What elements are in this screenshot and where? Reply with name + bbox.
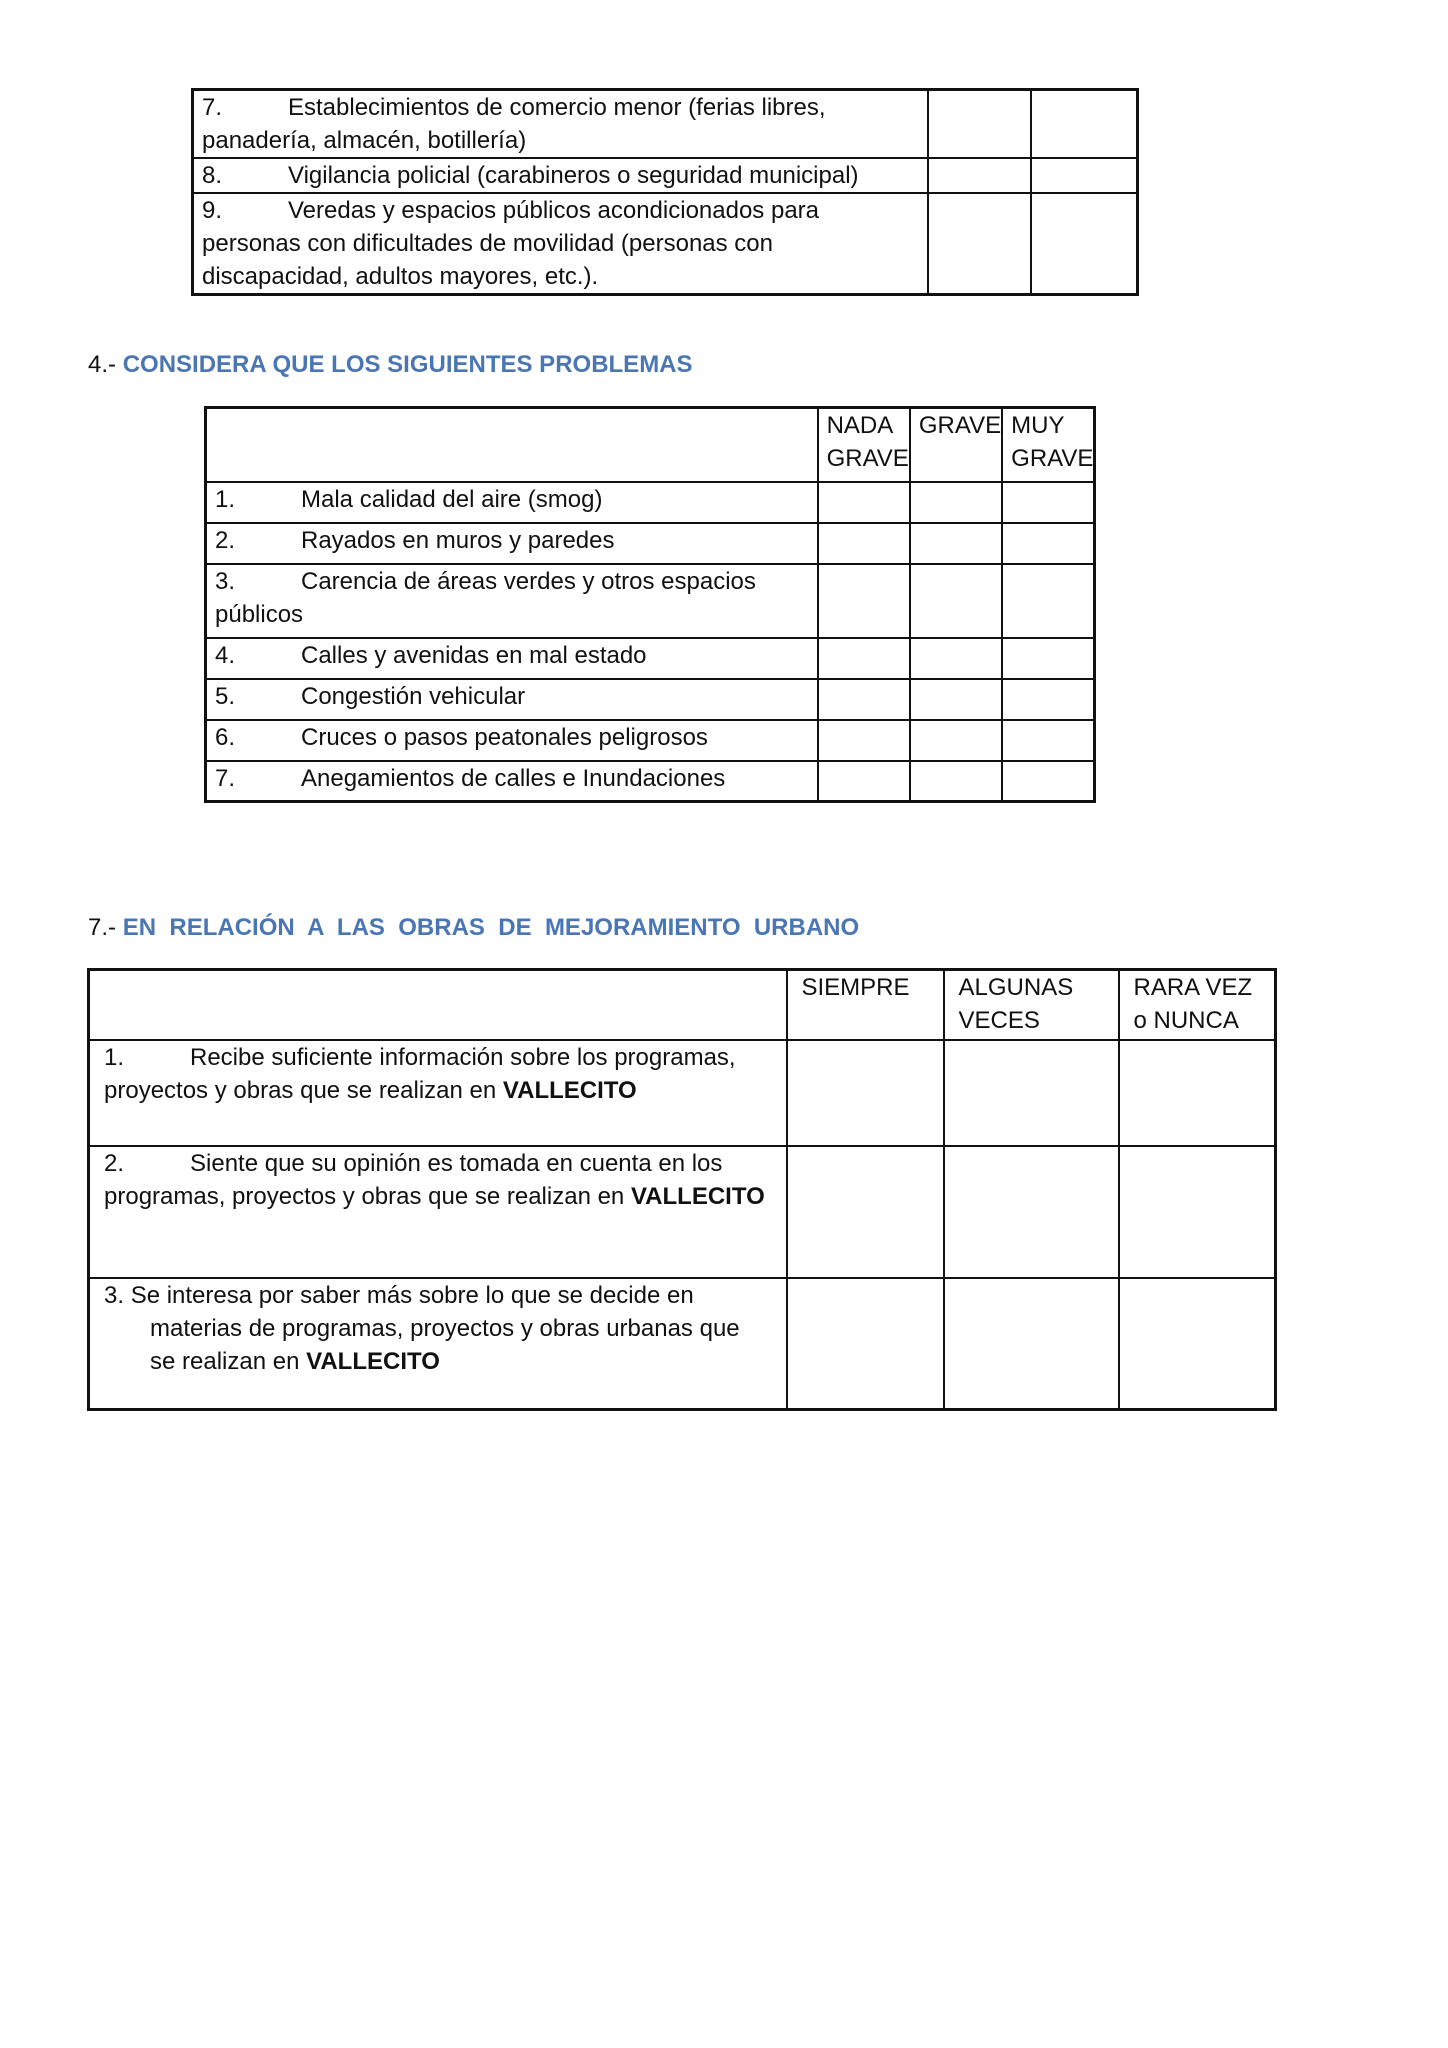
answer-cell[interactable] [910,720,1002,761]
row-number: 5. [215,682,236,710]
answer-cell[interactable] [1002,638,1094,679]
table-row [206,761,1095,802]
answer-cell[interactable] [1002,720,1094,761]
row-text: Vigilancia policial (carabineros o seguridad municipal) [288,162,859,189]
obras-table [87,968,1277,1411]
row-text: Se interesa por saber más sobre lo que se decide en materias de programas, proyectos y obras urbanas que se realizan en [130,1281,740,1375]
answer-cell[interactable] [944,1040,1119,1146]
row-number: 3. [104,1281,125,1309]
row-text: Recibe suficiente información sobre los programas, proyectos y obras que se realizan en [104,1043,736,1104]
place-name: VALLECITO [630,1182,765,1210]
row-label [206,720,818,761]
header-empty-cell [89,970,787,1040]
row-number: 1. [104,1043,125,1071]
row-text: Establecimientos de comercio menor (ferias libres, panadería, almacén, botillería) [202,94,826,154]
table-row [89,1040,1276,1146]
section-7-heading [88,911,859,944]
answer-cell[interactable] [787,1040,944,1146]
row-number: 7. [202,94,223,121]
place-name: VALLECITO [306,1347,440,1375]
answer-cell[interactable] [787,1146,944,1278]
header-row [89,970,1276,1040]
row-label [193,90,928,159]
place-name: VALLECITO [502,1076,637,1104]
answer-cell[interactable] [818,761,910,802]
table-row [89,1278,1276,1410]
row-label [89,1278,787,1410]
row-number: 9. [202,197,223,224]
row-number: 1. [215,485,236,513]
row-label [206,679,818,720]
answer-cell[interactable] [1031,193,1138,295]
header-row [206,408,1095,482]
answer-cell[interactable] [1119,1146,1276,1278]
row-text: Calles y avenidas en mal estado [301,641,647,669]
answer-cell[interactable] [1002,679,1094,720]
answer-cell[interactable] [1031,158,1138,193]
answer-cell[interactable] [910,638,1002,679]
section-number: 4.- [88,351,117,378]
answer-cell[interactable] [1002,482,1094,523]
row-label [89,1040,787,1146]
row-label [89,1146,787,1278]
answer-cell[interactable] [818,482,910,523]
table-row [193,193,1138,295]
answer-cell[interactable] [1002,761,1094,802]
row-text: Congestión vehicular [301,682,526,710]
answer-cell[interactable] [928,193,1031,295]
answer-cell[interactable] [1002,564,1094,638]
answer-cell[interactable] [787,1278,944,1410]
problems-table [204,406,1096,803]
row-number: 7. [215,764,236,792]
row-label [193,158,928,193]
table-row [206,720,1095,761]
table-row [206,523,1095,564]
section-title: EN RELACIÓN A LAS OBRAS DE MEJORAMIENTO URBANO [122,914,860,941]
answer-cell[interactable] [818,679,910,720]
column-header: NADA GRAVE [818,408,910,482]
column-header: RARA VEZ o NUNCA [1119,970,1276,1040]
row-text: Siente que su opinión es tomada en cuenta en los programas, proyectos y obras que se realizan en [104,1149,723,1210]
table-row [206,564,1095,638]
row-text: Veredas y espacios públicos acondicionados para personas con dificultades de movilidad (personas con discapacidad, adultos mayores, etc.). [202,197,820,290]
table-row [193,90,1138,159]
row-number: 6. [215,723,236,751]
answer-cell[interactable] [928,158,1031,193]
table-row [206,638,1095,679]
row-number: 3. [215,567,236,595]
row-number: 2. [104,1149,125,1177]
row-number: 8. [202,162,223,189]
table-row [206,482,1095,523]
answer-cell[interactable] [910,761,1002,802]
column-header: MUY GRAVE [1002,408,1094,482]
column-header: ALGUNAS VECES [944,970,1119,1040]
answer-cell[interactable] [944,1146,1119,1278]
answer-cell[interactable] [818,638,910,679]
answer-cell[interactable] [1031,90,1138,159]
row-label [206,761,818,802]
answer-cell[interactable] [818,564,910,638]
services-table [191,88,1139,296]
answer-cell[interactable] [1119,1040,1276,1146]
row-text: Cruces o pasos peatonales peligrosos [301,723,708,751]
row-text: Rayados en muros y paredes [301,526,615,554]
answer-cell[interactable] [818,523,910,564]
column-header: GRAVE [910,408,1002,482]
table-row [206,679,1095,720]
header-empty-cell [206,408,818,482]
row-label [193,193,928,295]
table-row [193,158,1138,193]
section-number: 7.- [88,914,117,941]
row-label [206,638,818,679]
answer-cell[interactable] [1119,1278,1276,1410]
answer-cell[interactable] [1002,523,1094,564]
row-label [206,523,818,564]
answer-cell[interactable] [910,679,1002,720]
row-label [206,482,818,523]
answer-cell[interactable] [944,1278,1119,1410]
answer-cell[interactable] [928,90,1031,159]
answer-cell[interactable] [818,720,910,761]
row-text: Carencia de áreas verdes y otros espacios públicos [215,567,756,628]
table-row [89,1146,1276,1278]
row-label [206,564,818,638]
row-text: Anegamientos de calles e Inundaciones [301,764,726,792]
column-header: SIEMPRE [787,970,944,1040]
section-title: CONSIDERA QUE LOS SIGUIENTES PROBLEMAS [122,351,693,378]
section-4-heading [88,348,693,381]
row-number: 4. [215,641,236,669]
answer-cell[interactable] [910,482,1002,523]
answer-cell[interactable] [910,564,1002,638]
row-text: Mala calidad del aire (smog) [301,485,603,513]
row-number: 2. [215,526,236,554]
answer-cell[interactable] [910,523,1002,564]
